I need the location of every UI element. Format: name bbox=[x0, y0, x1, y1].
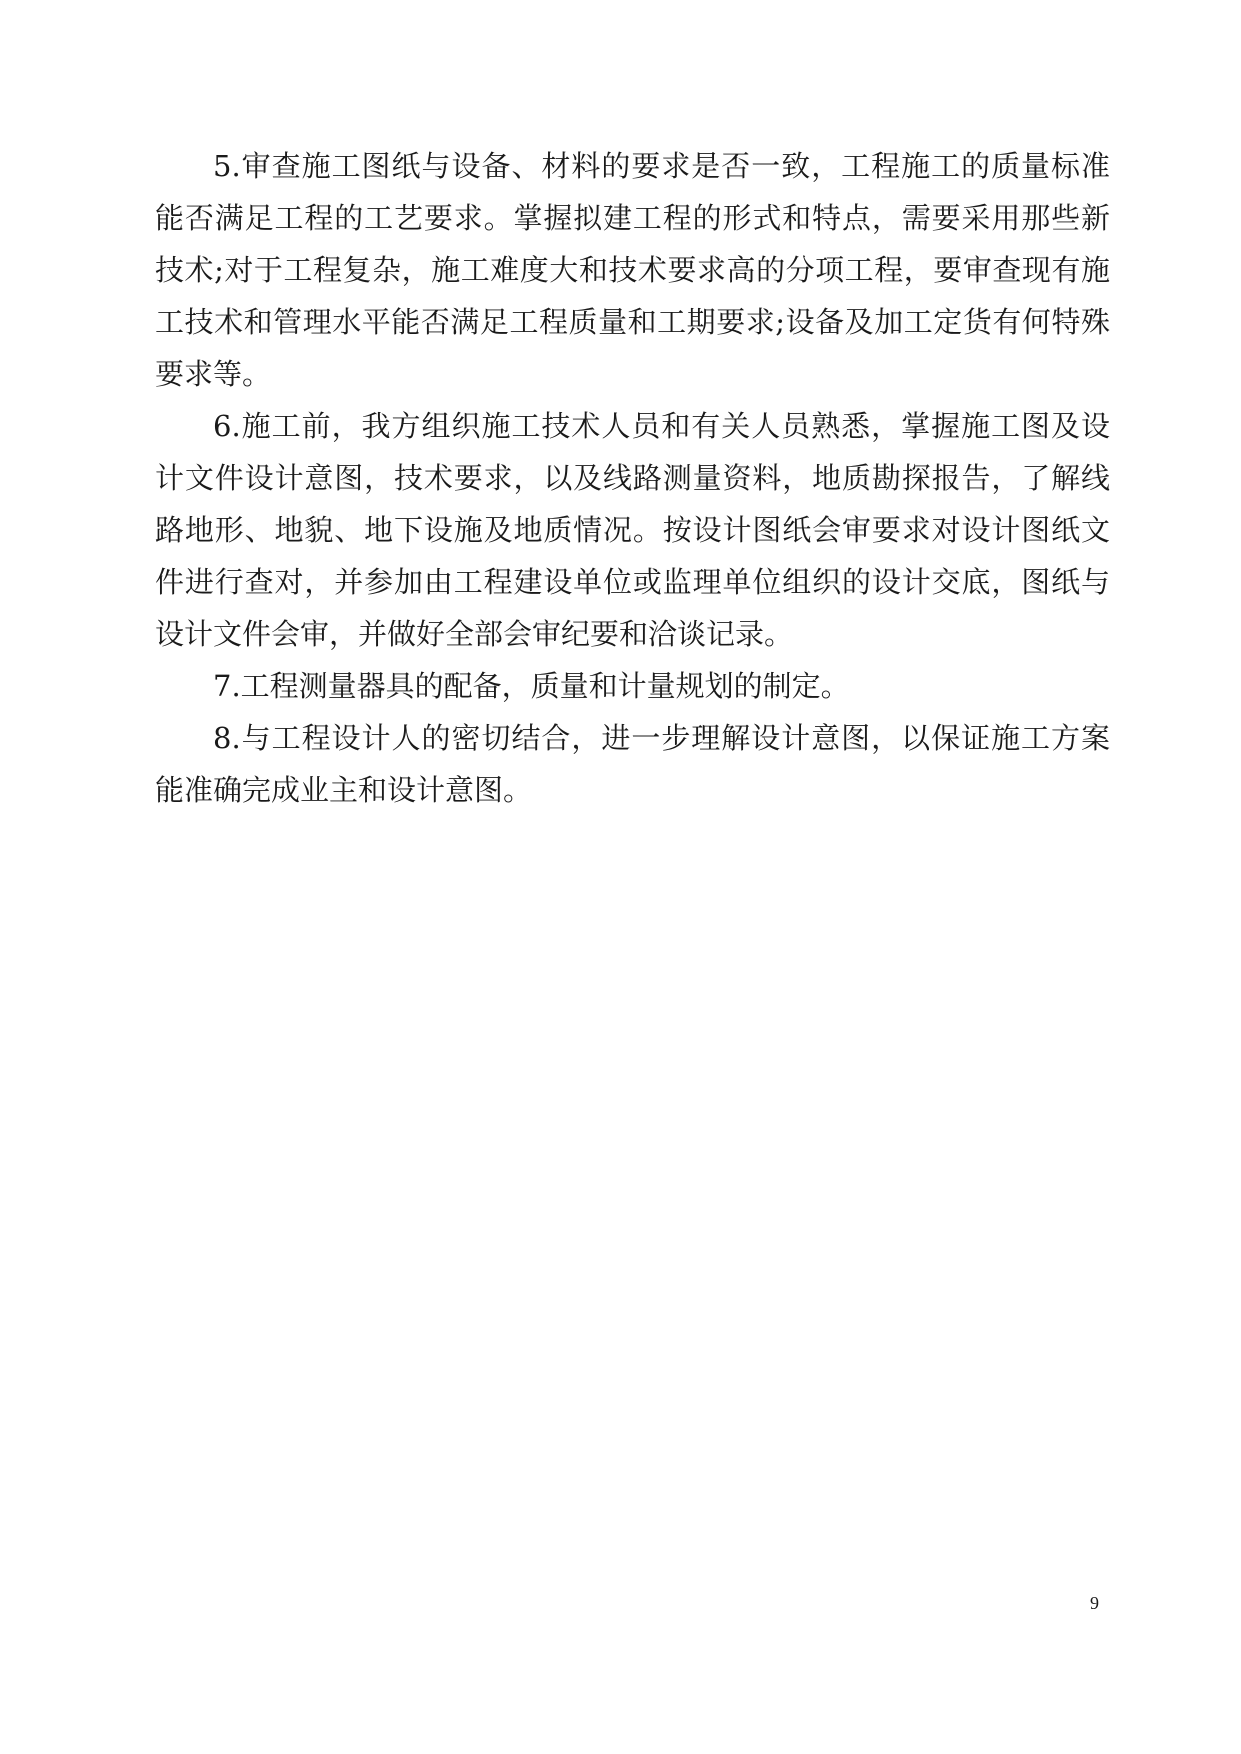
paragraph-item-8: 8.与工程设计人的密切结合，进一步理解设计意图，以保证施工方案能准确完成业主和设计意图。 bbox=[155, 721, 1110, 807]
paragraph-item-6: 6.施工前，我方组织施工技术人员和有关人员熟悉，掌握施工图及设计文件设计意图，技术要求，以及线路测量资料，地质勘探报告，了解线路地形、地貌、地下设施及地质情况。按设计图纸会审要求对设计图纸文件进行查对，并参加由工程建设单位或监理单位组织的设计交底，图纸与设计文件会审，并做好全部会审纪要和洽谈记录。 bbox=[155, 409, 1110, 651]
paragraph-item-5: 5.审查施工图纸与设备、材料的要求是否一致，工程施工的质量标准能否满足工程的工艺要求。掌握拟建工程的形式和特点，需要采用那些新技术;对于工程复杂，施工难度大和技术要求高的分项工程，要审查现有施工技术和管理水平能否满足工程质量和工期要求;设备及加工定货有何特殊要求等。 bbox=[155, 149, 1110, 391]
paragraph-item-7: 7.工程测量器具的配备，质量和计量规划的制定。 bbox=[213, 669, 850, 703]
page-number: 9 bbox=[1090, 1593, 1099, 1613]
document-body bbox=[155, 140, 1110, 816]
